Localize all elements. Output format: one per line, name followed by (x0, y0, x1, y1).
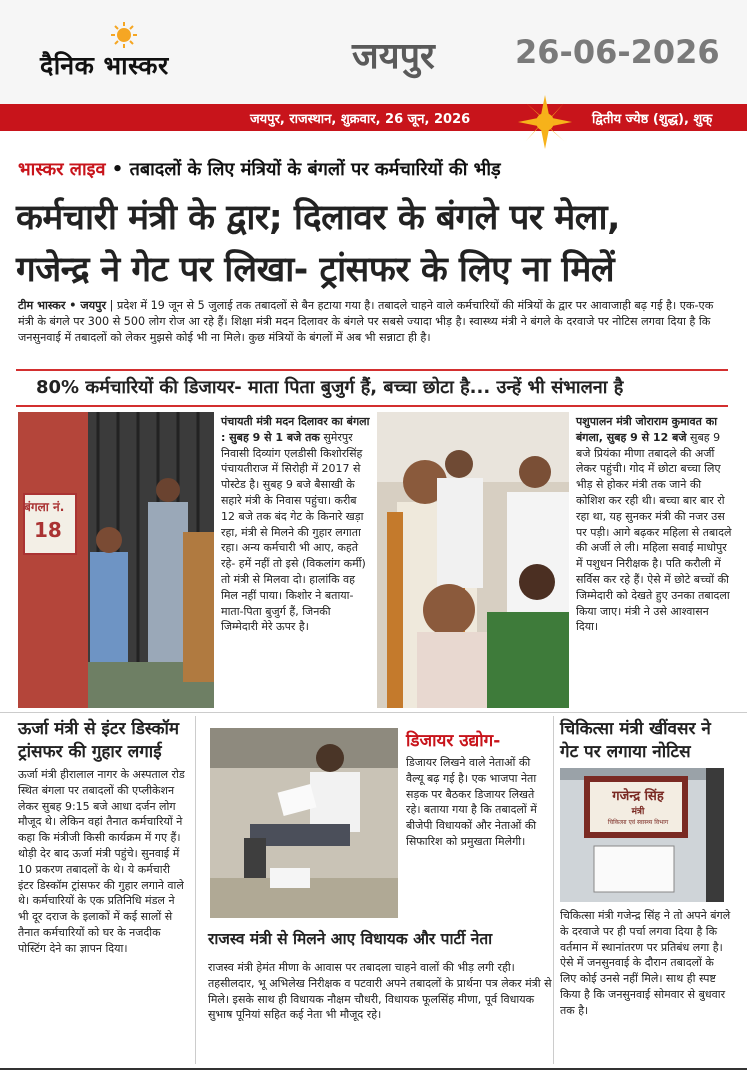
pashupalan-title: पशुपालन मंत्री जोराराम कुमावत का बंगला, सुबह 9 से 12 बजे (576, 415, 718, 444)
kicker-brand: भास्कर (18, 159, 64, 180)
health-heading: चिकित्सा मंत्री खींवसर ने गेट पर लगाया नोटिस (560, 719, 711, 762)
sun-logo-icon (111, 22, 137, 48)
byline: टीम भास्कर • जयपुर (18, 299, 107, 312)
kicker-text: तबादलों के लिए मंत्रियों के बंगलों पर कर्मचारियों की भीड़ (129, 159, 501, 180)
urja-text: ऊर्जा मंत्री हीरालाल नागर के अस्पताल रोड स्थित बंगला पर तबादलों की एप्लीकेशन लेकर सुबह 9:15 बजे आधा दर्जन लोग मौजूद थे। लेकिन वहां तैनात कर्मचारियों ने कहा कि मंत्रीजी किसी कार्यक्रम में गए हैं। थोड़ी देर बाद ऊर्जा मंत्री पहुंचे। सुनवाई में 10 प्रकरण तबादलों के थे। ये कर्मचारी इंटर डिस्कॉम ट्रांसफर की गुहार लगाने वाले थे। कर्मचारियों के एक प्रतिनिधि मंडल ने भी दूर दराज के इलाकों में कई सालों से तैनात कर्मचारियों को घर के नजदीक पोस्टिंग देने का ज्ञापन दिया। (18, 768, 185, 955)
photo-desire-writer (210, 728, 398, 918)
photo-minister-meeting-art (377, 412, 569, 708)
photo-bungalow-gate (18, 412, 214, 708)
edition-date: 26-06-2026 (515, 33, 720, 71)
desire-heading: डिजायर उद्योग- (406, 731, 501, 751)
photo-minister-meeting (377, 412, 569, 708)
pashupalan-column (576, 414, 732, 635)
pashupalan-text: सुबह 9 बजे प्रियंका मीणा तबादले की अर्जी लेकर पहुंची। गोद में छोटा बच्चा लिए भीड़ से होकर मंत्री तक जाने की कोशिश कर रही थी। बच्चा बार बार रो रहा था, यह सुनकर मंत्री की नजर उस पर पड़ी। आगे बढ़कर महिला से तबादले की अर्जी ले ली। महिला सवाई माधोपुर में पशुधन निरीक्षक है। पति करौली में सर्विस कर रहे हैं। ऐसे में छोटे बच्चों की जिम्मेदारी को देखते हुए उनका तबादला किया जाए। मंत्री ने उसे आश्वासन दिया। (576, 430, 732, 634)
headline-line-2: गजेन्द्र ने गेट पर लिखा- ट्रांसफर के लिए ना मिलें (16, 250, 615, 290)
section-divider (0, 712, 747, 713)
column-rule-1 (195, 716, 196, 1064)
edition-city: जयपुर (352, 36, 435, 77)
health-text: चिकित्सा मंत्री गजेन्द्र सिंह ने तो अपने बंगले के दरवाजे पर ही पर्चा लगवा दिया है कि वर्तमान में स्थानांतरण पर प्रतिबंध लगा है। ऐसे में जनसुनवाई के दौरान तबादलों के लिए कोई उनसे नहीं मिले। साथ ही स्पष्ट किया है कि जनसुनवाई सोमवार से बुधवार तक है। (560, 909, 731, 1017)
bungalow-sign-number: 18 (34, 518, 62, 542)
dateline-text: जयपुर, राजस्थान, शुक्रवार, 26 जून, 2026 (250, 112, 471, 127)
desire-text: डिजायर लिखने वाले नेताओं की वैल्यू बढ़ गई है। एक भाजपा नेता सड़क पर बैठकर डिजायर लिखते रहे। बताया गया है कि तबादलों में बीजेपी विधायकों और नेताओं की सिफारिश को प्रमुखता मिलेगी। (406, 756, 537, 848)
bungalow-sign-label: बंगला नं. (24, 500, 65, 514)
panchayat-text: सुमेरपुर निवासी दिव्यांग एलडीसी किशोरसिंह पंचायतीराज में सिरोही में 2017 से पोस्टेड है। सुबह 9 बजे बैसाखी के सहारे मंत्री के निवास पहुंचा। करीब 12 बजे तक बंद गेट के किनारे खड़ा रहा, मंत्री से मिलने की गुहार लगाता रहा। अन्य कर्मचारी भी आए, कहते रहे- हमें नहीं तो इसे (विकलांग कर्मी) तो मंत्री से मिलवा दो। हालांकि वह मिल नहीं पाया। किशोर ने बताया- माता-पिता बुजुर्ग हैं, जिनकी जिम्मेदारी मेरे ऊपर है। (221, 430, 366, 634)
intro-text: | प्रदेश में 19 जून से 5 जुलाई तक तबादलों से बैन हटाया गया है। तबादले चाहने वाले कर्मचारियों की मंत्रियों के द्वार पर आवाजाही बढ़ गई है। एक-एक मंत्री के बंगले पर 300 से 500 लोग रोज आ रहे हैं। शिक्षा मंत्री मदन दिलावर के बंगले पर सबसे ज्यादा भीड़ है। स्वास्थ्य मंत्री ने बंगले के दरवाजे पर नोटिस लगवा दिया है कि जनसुनवाई में तबादलों को लेकर मुझसे कोई भी ना मिले। कुछ मंत्रियों के बंगलों में अब भी सन्नाटा ही है। (18, 299, 714, 344)
photo-desire-writer-art (210, 728, 398, 918)
desire-column (406, 730, 546, 850)
plaque-dept: चिकित्सा एवं स्वास्थ्य विभाग (607, 819, 669, 826)
plaque-name: गजेन्द्र सिंह (612, 789, 664, 804)
kicker-separator: • (105, 159, 130, 180)
kicker-brand-live: लाइव (69, 159, 106, 180)
subhead: 80% कर्मचारियों की डिजायर- माता पिता बुजुर्ग हैं, बच्चा छोटा है... उन्हें भी संभालना है (36, 377, 624, 398)
revenue-text: राजस्व मंत्री हेमंत मीणा के आवास पर तबादला चाहने वालों की भीड़ लगी रही। तहसीलदार, भू अभिलेख निरीक्षक व पटवारी अपने तबादलों के प्रार्थना पत्र लेकर मंत्री से मिले। इसके साथ ही विधायक नौक्षम चौधरी, विधायक फूलसिंह मीणा, पूर्व विधायक सुभाष पूनियां सहित कई नेता भी मौजूद रहे। (208, 961, 552, 1022)
headline-line-1: कर्मचारी मंत्री के द्वार; दिलावर के बंगले पर मेला, (16, 198, 620, 238)
intro-paragraph (18, 298, 730, 346)
kicker (18, 157, 501, 181)
panchayat-column (221, 414, 371, 635)
hindu-calendar-date: द्वितीय ज्येष्ठ (शुद्ध), शुक् (592, 112, 713, 127)
plaque-title: मंत्री (631, 807, 645, 817)
column-rule-2 (553, 716, 554, 1064)
sunburst-icon (518, 95, 572, 149)
urja-heading: ऊर्जा मंत्री से इंटर डिस्कॉम ट्रांसफर की गुहार लगाई (18, 719, 180, 762)
page-bottom-rule (0, 1068, 747, 1070)
revenue-heading: राजस्व मंत्री से मिलने आए विधायक और पार्टी नेता (208, 930, 493, 948)
panchayat-title: पंचायती मंत्री मदन दिलावर का बंगला : सुबह 9 से 1 बजे तक (221, 415, 370, 444)
photo-bungalow-gate-art (18, 412, 214, 708)
newspaper-logo: दैनिक भास्कर (40, 51, 169, 80)
